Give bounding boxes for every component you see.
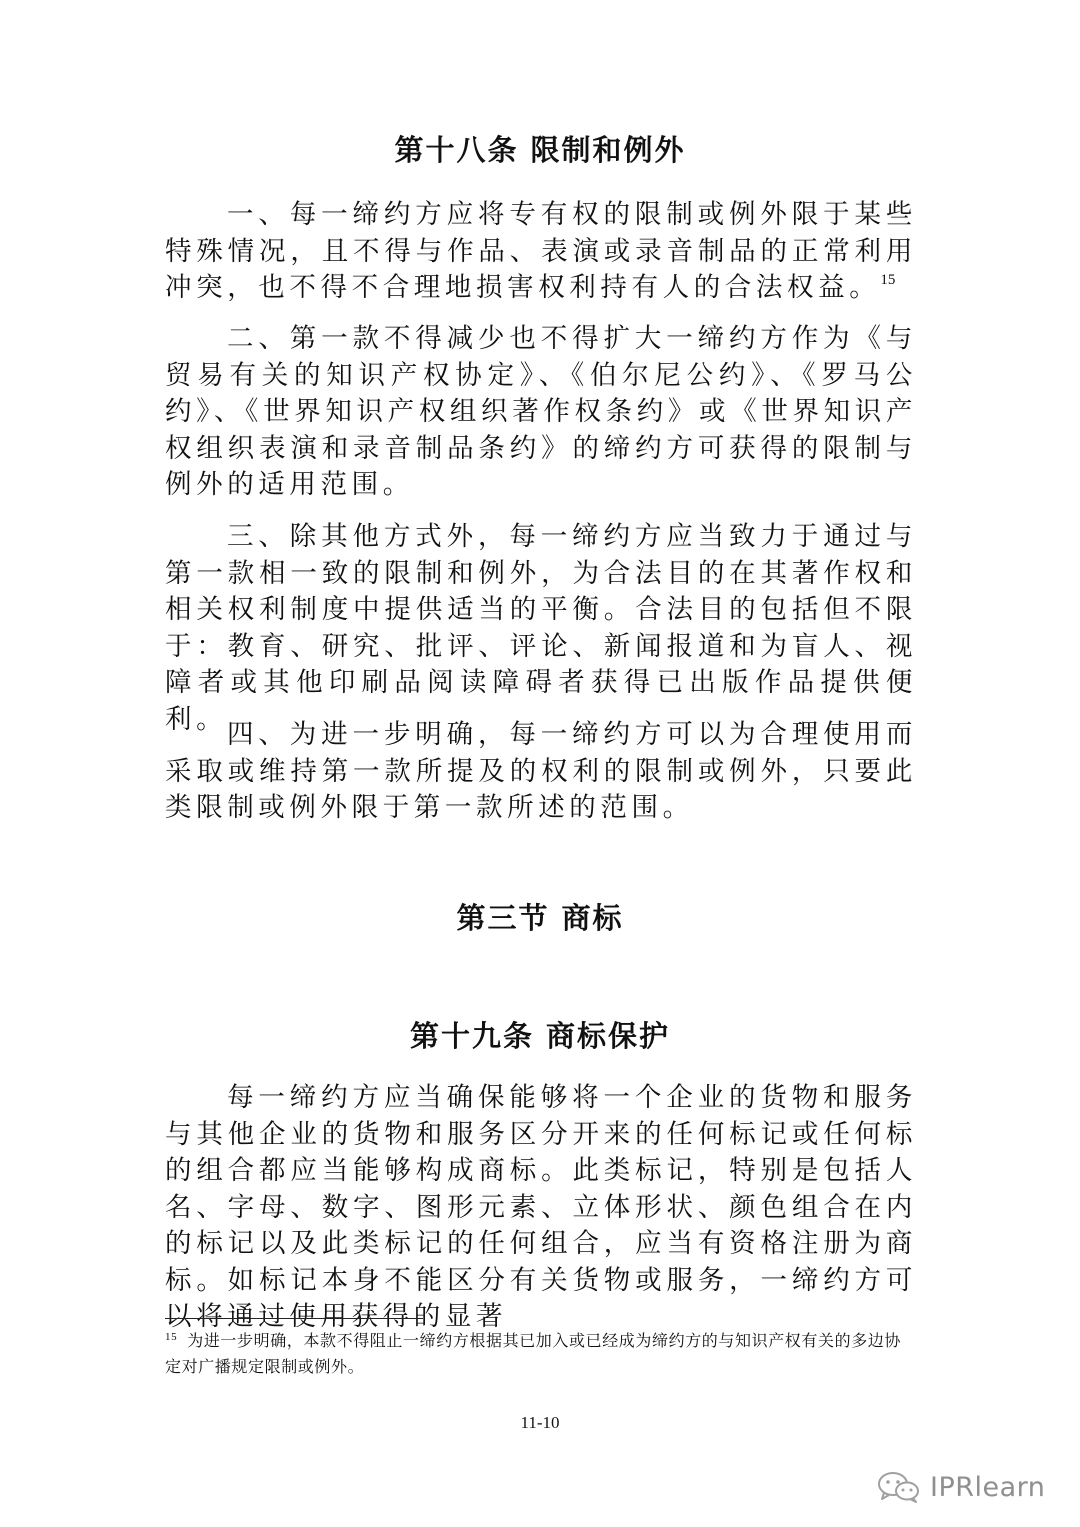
footnote-reference[interactable]: 15 [880,272,896,288]
wechat-icon [876,1471,922,1503]
article-18-heading: 第十八条 限制和例外 [394,133,686,167]
footnote-divider [165,1318,423,1319]
article-19-heading: 第十九条 商标保护 [409,1019,671,1053]
footnote [165,1328,917,1380]
page-number: 11-10 [520,1413,560,1432]
footnote-text: 为进一步明确，本款不得阻止一缔约方根据其已加入或已经成为缔约方的与知识产权有关的多边协定对广播规定限制或例外。 [165,1331,902,1376]
watermark-text: IPRlearn [930,1471,1046,1503]
article-18-paragraph-1-text: 一、每一缔约方应将专有权的限制或例外限于某些特殊情况，且不得与作品、表演或录音制品的正常利用冲突，也不得不合理地损害权利持有人的合法权益。 [165,199,917,303]
watermark [876,1470,1045,1504]
article-18-paragraph-1 [165,197,917,307]
article-19-paragraph-1: 每一缔约方应当确保能够将一个企业的货物和服务与其他企业的货物和服务区分开来的任何标记或任何标的组合都应当能够构成商标。此类标记，特别是包括人名、字母、数字、图形元素、立体形状、颜色组合在内的标记以及此类标记的任何组合，应当有资格注册为商标。如标记本身不能区分有关货物或服务，一缔约方可以将通过使用获得的显著 [165,1082,917,1332]
article-18-paragraph-3: 三、除其他方式外，每一缔约方应当致力于通过与第一款相一致的限制和例外，为合法目的在其著作权和相关权利制度中提供适当的平衡。合法目的包括但不限于：教育、研究、批评、评论、新闻报道和为盲人、视障者或其他印刷品阅读障碍者获得已出版作品提供便利。 [165,521,917,735]
footnote-number: 15 [165,1331,178,1343]
article-18-paragraph-4: 四、为进一步明确，每一缔约方可以为合理使用而采取或维持第一款所提及的权利的限制或例外，只要此类限制或例外限于第一款所述的范围。 [165,719,917,823]
article-18-paragraph-2: 二、第一款不得减少也不得扩大一缔约方作为《与贸易有关的知识产权协定》、《伯尔尼公约》、《罗马公约》、《世界知识产权组织著作权条约》或《世界知识产权组织表演和录音制品条约》的缔约方可获得的限制与例外的适用范围。 [165,323,917,500]
section-3-heading: 第三节 商标 [456,901,624,935]
